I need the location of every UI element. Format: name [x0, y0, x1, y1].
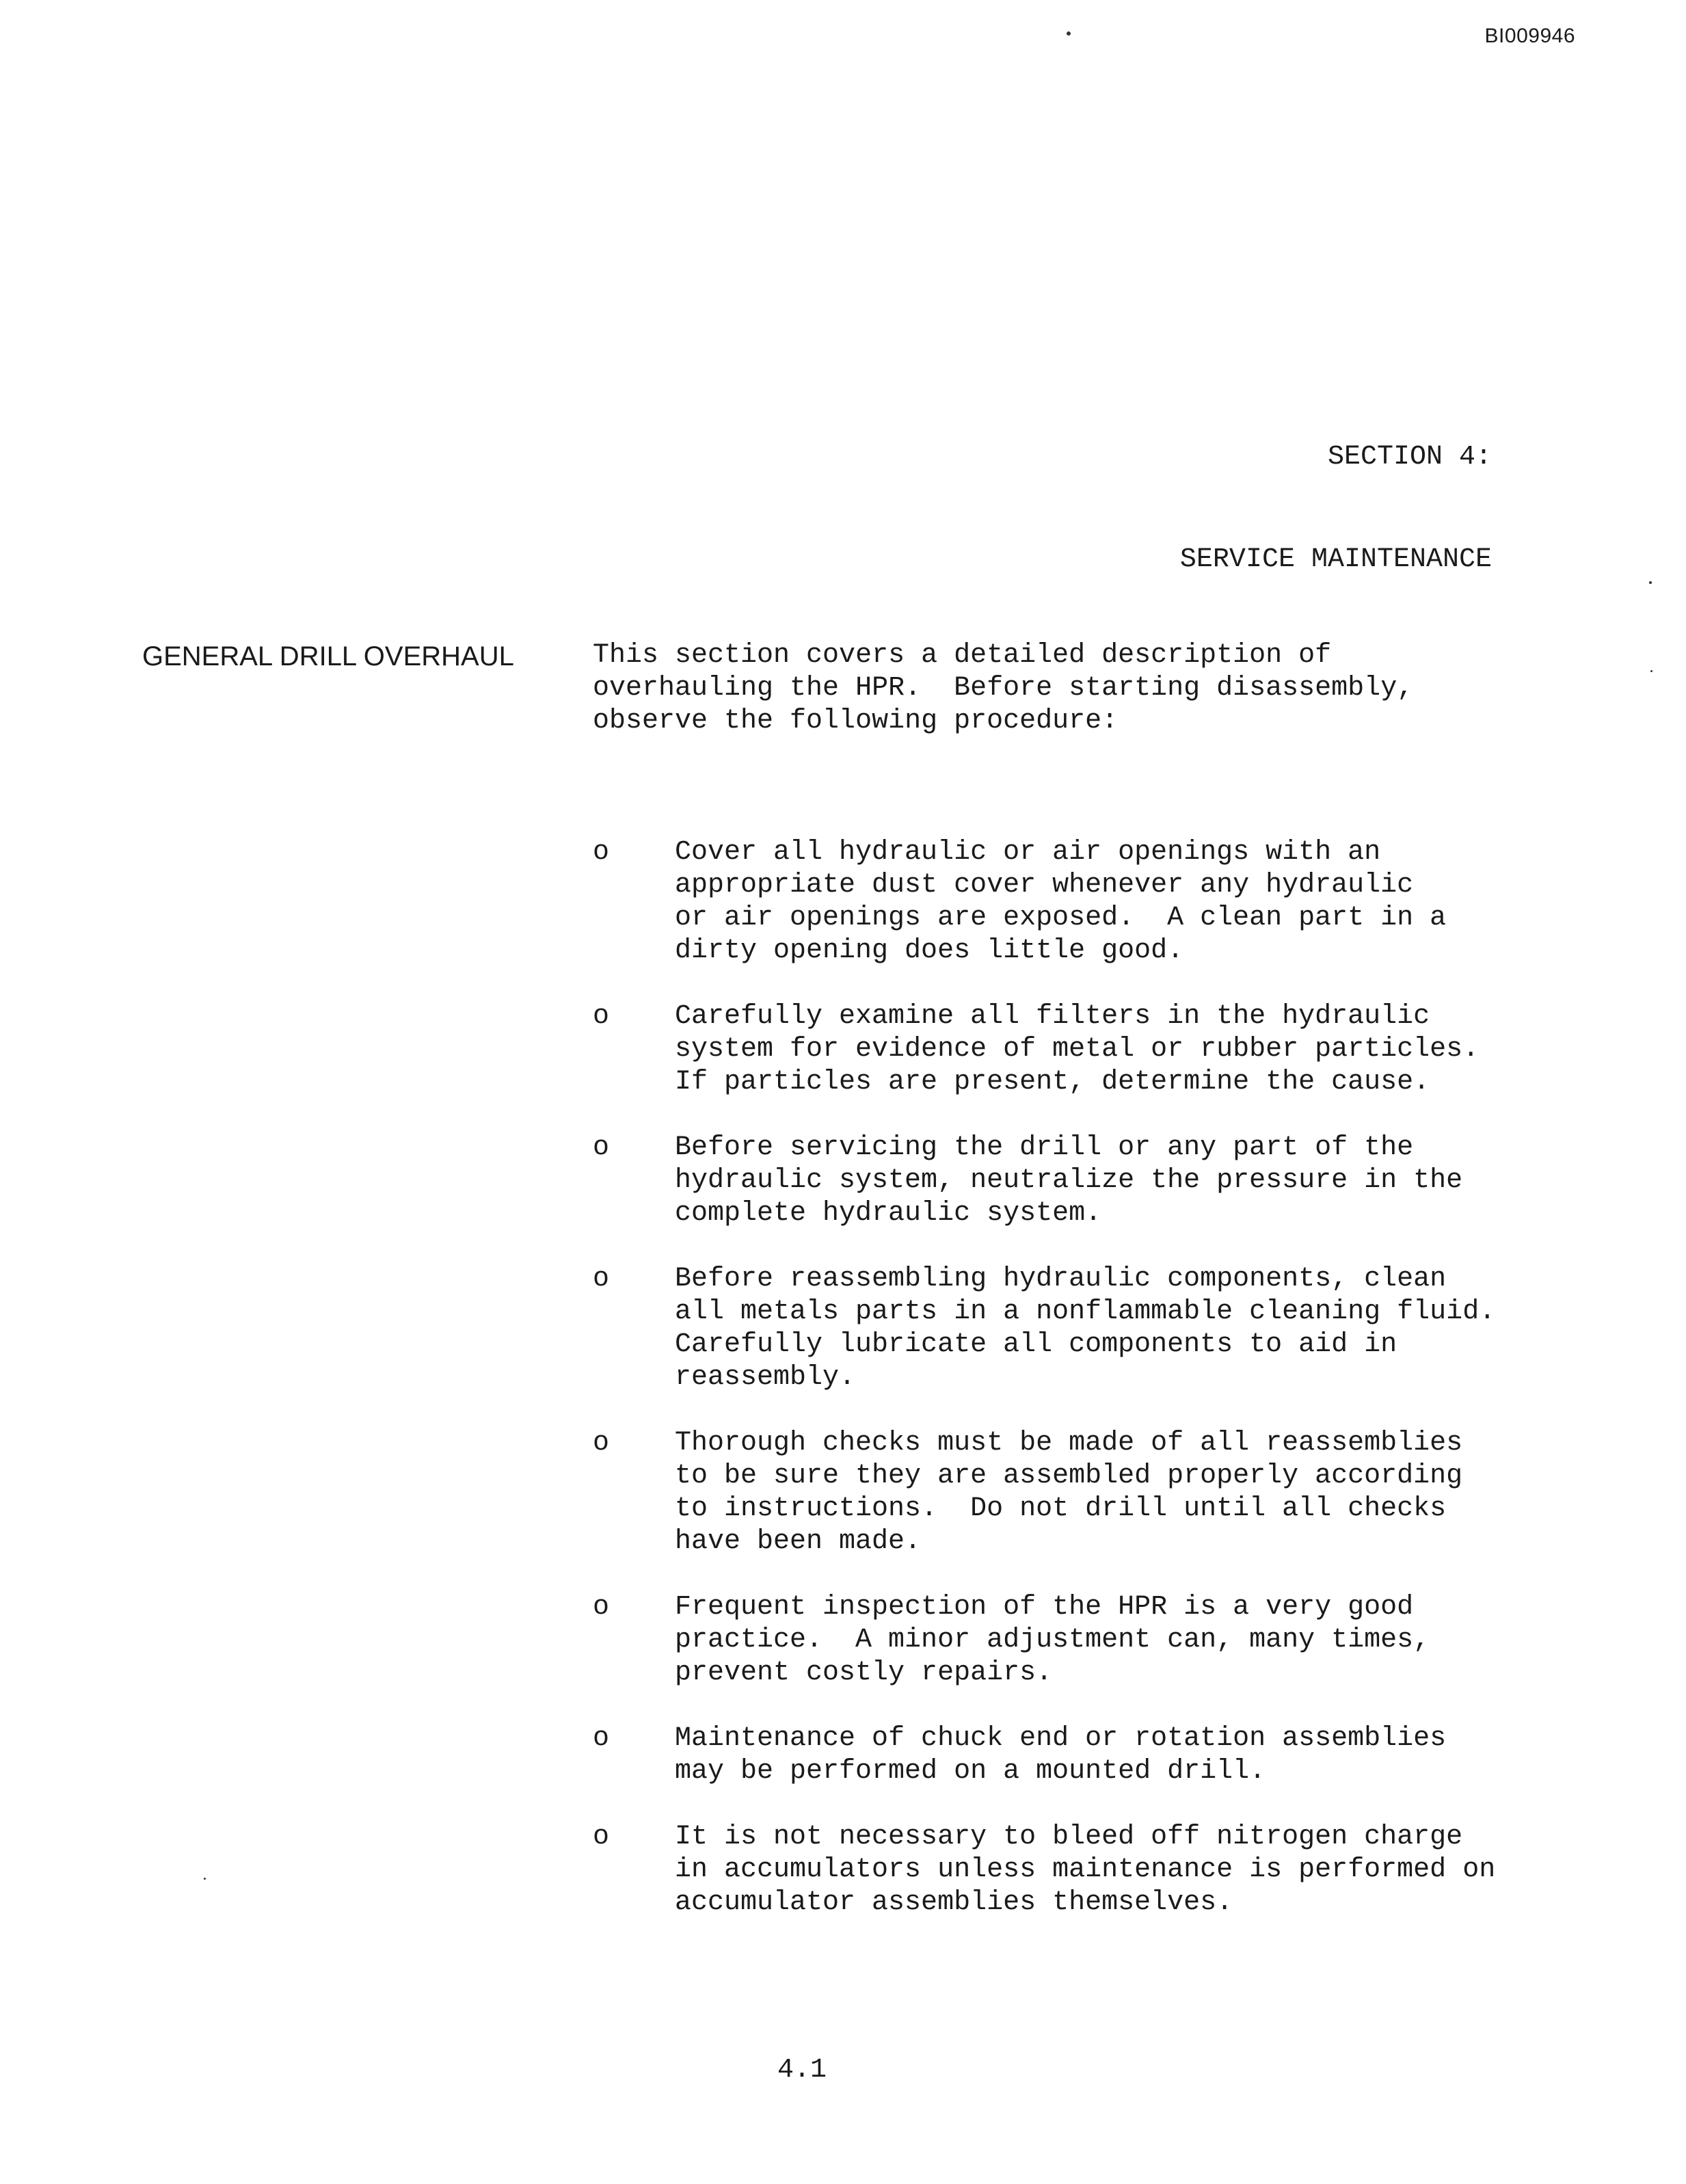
- bullet-marker: o: [593, 1428, 610, 1459]
- list-item-text: Before servicing the drill or any part of the hydraulic system, neutralize the pressure in the complete hydraulic system.: [675, 1132, 1463, 1229]
- page-number: 4.1: [777, 2055, 827, 2086]
- intro-paragraph: This section covers a detailed description of overhauling the HPR. Before starting disassembly, observe the following procedure:: [593, 640, 1414, 736]
- bullet-marker: o: [593, 1723, 610, 1754]
- side-heading: GENERAL DRILL OVERHAUL: [142, 641, 514, 671]
- section-title: SERVICE MAINTENANCE: [1179, 544, 1492, 575]
- list-item-text: Thorough checks must be made of all reassemblies to be sure they are assembled properly according to instructions. Do not drill until all checks have been made.: [675, 1428, 1463, 1557]
- list-item-text: Before reassembling hydraulic components, clean all metals parts in a nonflammable cleaning fluid. Carefully lubricate all components to aid in reassembly.: [675, 1264, 1496, 1393]
- list-item: [593, 1591, 1523, 1690]
- list-item-text: Maintenance of chuck end or rotation assemblies may be performed on a mounted drill.: [675, 1723, 1447, 1787]
- section-number: SECTION 4:: [1327, 442, 1492, 472]
- section-heading: [1180, 372, 1492, 611]
- list-item: [593, 1263, 1523, 1394]
- bullet-marker: o: [593, 1592, 610, 1623]
- bullet-marker: o: [593, 1132, 610, 1163]
- bullet-marker: o: [593, 1001, 610, 1032]
- list-item-text: It is not necessary to bleed off nitrogen charge in accumulators unless maintenance is performed on accumulator assemblies themselves.: [675, 1822, 1496, 1918]
- list-item: [593, 1427, 1523, 1558]
- procedure-list: [593, 836, 1523, 1952]
- scan-speck: [204, 1878, 206, 1880]
- bullet-marker: o: [593, 837, 610, 868]
- list-item-text: Frequent inspection of the HPR is a very good practice. A minor adjustment can, many times, prevent costly repairs.: [675, 1592, 1430, 1688]
- list-item: [593, 836, 1523, 968]
- list-item-text: Carefully examine all filters in the hydraulic system for evidence of metal or rubber particles. If particles are present, determine the cause.: [675, 1001, 1480, 1097]
- document-id: BI009946: [1484, 25, 1575, 47]
- list-item: [593, 1722, 1523, 1788]
- list-item: [593, 1000, 1523, 1099]
- scan-speck: [1649, 581, 1652, 584]
- list-item: [593, 1132, 1523, 1230]
- scan-speck: [1067, 31, 1071, 36]
- bullet-marker: o: [593, 1264, 610, 1294]
- scan-speck: [1650, 670, 1652, 672]
- list-item-text: Cover all hydraulic or air openings with an appropriate dust cover whenever any hydraulic or air openings are exposed. A clean part in a dirty opening does little good.: [675, 837, 1447, 966]
- list-item: [593, 1821, 1523, 1919]
- bullet-marker: o: [593, 1822, 610, 1852]
